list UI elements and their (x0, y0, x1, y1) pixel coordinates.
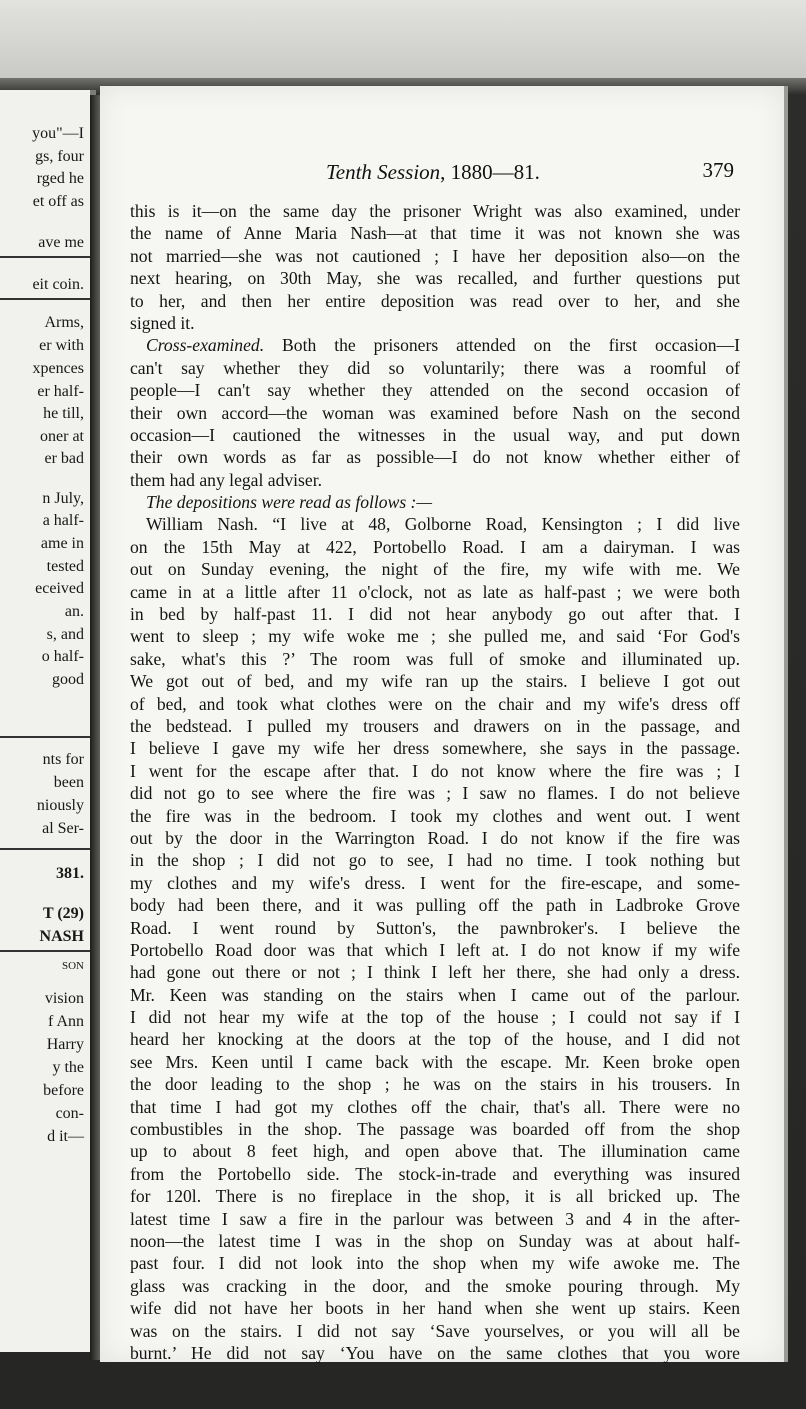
text-line: I went for the escape after that. I do not know where the fire was ; I (130, 760, 740, 781)
text-line: We got out of bed, and my wife ran up the stairs. I believe I got out (130, 671, 740, 692)
right-page (100, 86, 788, 1362)
running-head-title (326, 160, 540, 185)
left-page-fragment: et off as (32, 193, 84, 210)
left-page-fragment: y the (52, 1059, 84, 1076)
body-text (130, 200, 740, 1364)
left-page-rule (0, 298, 90, 300)
left-page-fragment: good (52, 671, 84, 688)
text-line: their own words as far as possible—I do not know whether either of (130, 447, 740, 468)
text-line: up to about 8 feet high, and open above that. The illumination came (130, 1141, 740, 1162)
left-page-rule (0, 848, 90, 850)
text-line: sake, what's this ?’ The room was full of smoke and illuminated up. (130, 648, 740, 669)
running-head-session: Tenth Session (326, 160, 441, 184)
text-line: burnt.’ He did not say ‘You have on the same clothes that you wore (130, 1342, 740, 1363)
text-line: combustibles in the shop. The passage was boarded off from the shop (130, 1119, 740, 1140)
text-line: noon—the latest time I was in the shop on Sunday was at about half- (130, 1230, 740, 1251)
left-page-fragment: Harry (46, 1036, 84, 1053)
text-line: on the 15th May at 422, Portobello Road. I am a dairyman. I was (130, 536, 740, 557)
left-page-fragment: eceived (35, 580, 84, 597)
left-page-fragment: al Ser- (42, 820, 84, 837)
text-line: see Mrs. Keen until I came back with the escape. Mr. Keen broke open (130, 1051, 740, 1072)
text-line: Road. I went round by Sutton's, the pawnbroker's. I believe the (130, 917, 740, 938)
left-page-fragment: con- (55, 1105, 84, 1122)
text-line: occasion—I cautioned the witnesses in the usual way, and put down (130, 424, 740, 445)
text-line: this is it—on the same day the prisoner Wright was also examined, under (130, 201, 740, 221)
page-number: 379 (702, 158, 734, 182)
text-line: glass was cracking in the door, and the smoke pouring through. My (130, 1275, 740, 1296)
text-line: Mr. Keen was standing on the stairs when I came out of the parlour. (130, 984, 740, 1005)
left-page-fragment: nts for (42, 751, 84, 768)
text-line: of bed, and took what clothes were on the chair and my wife's dress off (130, 693, 740, 714)
left-page-fragment: xpences (32, 360, 84, 377)
left-page-fragment: vision (44, 990, 84, 1007)
left-page-fragment: rged he (36, 170, 84, 187)
text-line: did not go to see where the fire was ; I saw no flames. I do not believe (130, 783, 740, 804)
left-page-fragment: a half- (42, 512, 84, 529)
text-line: was on the stairs. I did not say ‘Save yourselves, or you will all be (130, 1320, 740, 1341)
left-facing-page (0, 90, 96, 1352)
left-page-fragment: SON (61, 960, 84, 972)
text-line: out by the door in the Warrington Road. I do not know if the fire was (130, 827, 740, 848)
left-page-fragment: er bad (44, 450, 84, 467)
text-line: had gone out there or not ; I think I left her there, she had only a dress. (130, 962, 740, 983)
left-page-fragment: er with (39, 337, 84, 354)
left-page-fragment: been (53, 774, 84, 791)
scan-top-margin (0, 0, 806, 78)
left-page-fragment: d it— (47, 1128, 84, 1145)
text-line: came in at a little after 11 o'clock, not as late as half-past ; we were both (130, 581, 740, 602)
text-line: I did not hear my wife at the top of the house ; I could not say if I (130, 1007, 740, 1028)
left-page-fragment: ame in (40, 535, 84, 552)
text-line: the bedstead. I pulled my trousers and drawers on in the passage, and (130, 715, 740, 736)
left-page-fragment: Arms, (44, 314, 84, 331)
left-page-fragment: NASH (39, 928, 84, 945)
cross-examined-text: Both the prisoners attended on the first occasion—I (264, 335, 740, 356)
left-page-fragment: T (29) (42, 905, 84, 922)
cross-examined-heading: Cross-examined. (146, 335, 265, 356)
left-page-fragment: n July, (42, 490, 84, 507)
text-line: their own accord—the woman was examined before Nash on the second (130, 402, 740, 423)
running-head (100, 158, 784, 188)
left-page-fragment: 381. (56, 865, 84, 882)
text-line: can't say whether they did so voluntarily; there was a roomful of (130, 357, 740, 378)
text-line: from the Portobello side. The stock-in-trade and everything was insured (130, 1163, 740, 1184)
left-page-fragment: gs, four (35, 148, 84, 165)
left-page-fragment: s, and (46, 626, 84, 643)
text-line: in the shop ; I did not go to see, I had no time. I took nothing but (130, 850, 740, 871)
left-page-fragment: er half- (37, 383, 84, 400)
text-line: for 120l. There is no fireplace in the shop, it is all bricked up. The (130, 1186, 740, 1207)
left-page-fragment: you"—I (32, 125, 84, 142)
text-line: that time I had got my clothes off the chair, that's all. There were no (130, 1096, 740, 1117)
text-line: Portobello Road door was that which I left at. I do not know if my wife (130, 939, 740, 960)
text-line: them had any legal adviser. (130, 469, 323, 490)
text-line: the name of Anne Maria Nash—at that time it was not known she was (130, 223, 740, 244)
text-line: in bed by half-past 11. I did not hear anybody go out after that. I (130, 604, 740, 625)
left-page-fragment: eit coin. (32, 276, 84, 293)
text-line: next hearing, on 30th May, she was recalled, and further questions put (130, 268, 740, 289)
text-line: I believe I gave my wife her dress somewhere, she says in the passage. (130, 738, 740, 759)
left-page-fragment: tested (46, 558, 84, 575)
text-line: heard her knocking at the doors at the top of the house, and I did not (130, 1029, 740, 1050)
text-line: people—I can't say whether they attended on the second occasion of (130, 380, 740, 401)
left-page-fragment: before (43, 1082, 84, 1099)
text-line: signed it. (130, 312, 195, 333)
text-line: the door leading to the shop ; he was on the stairs in his trousers. In (130, 1074, 740, 1095)
left-page-fragment: niously (36, 797, 84, 814)
left-page-fragment: o half- (41, 648, 84, 665)
text-line: latest time I saw a fire in the parlour was between 3 and 4 in the after- (130, 1208, 740, 1229)
cross-examined-line (130, 334, 740, 356)
text-line: William Nash. “I live at 48, Golborne Road, Kensington ; I did live (146, 514, 740, 535)
left-page-fragment: f Ann (48, 1013, 84, 1030)
left-page-fragment: oner at (40, 428, 84, 445)
text-line: wife did not have her boots in her hand when she went up stairs. Keen (130, 1298, 740, 1319)
left-page-fragment: he till, (43, 405, 84, 422)
left-page-rule (0, 736, 90, 738)
text-line: not married—she was not cautioned ; I have her deposition also—on the (130, 245, 740, 266)
text-line: past four. I did not look into the shop when my wife awoke me. The (130, 1253, 740, 1274)
left-page-fragment: ave me (38, 234, 84, 251)
text-line: body had been there, and it was pulling off the path in Ladbroke Grove (130, 895, 740, 916)
text-line: to her, and then her entire deposition was read over to her, and she (130, 290, 740, 311)
text-line: out on Sunday evening, the night of the fire, my wife with me. We (130, 559, 740, 580)
left-page-rule (0, 950, 90, 952)
text-line: went to sleep ; my wife woke me ; she pulled me, and said ‘For God's (130, 626, 740, 647)
running-head-years: , 1880—81. (440, 160, 540, 184)
text-line: the fire was in the bedroom. I took my clothes and went out. I went (130, 805, 740, 826)
depositions-heading: The depositions were read as follows :— (146, 492, 433, 513)
left-page-fragment: an. (64, 603, 84, 620)
text-line: my clothes and my wife's dress. I went for the fire-escape, and some- (130, 872, 740, 893)
left-page-rule (0, 256, 90, 258)
